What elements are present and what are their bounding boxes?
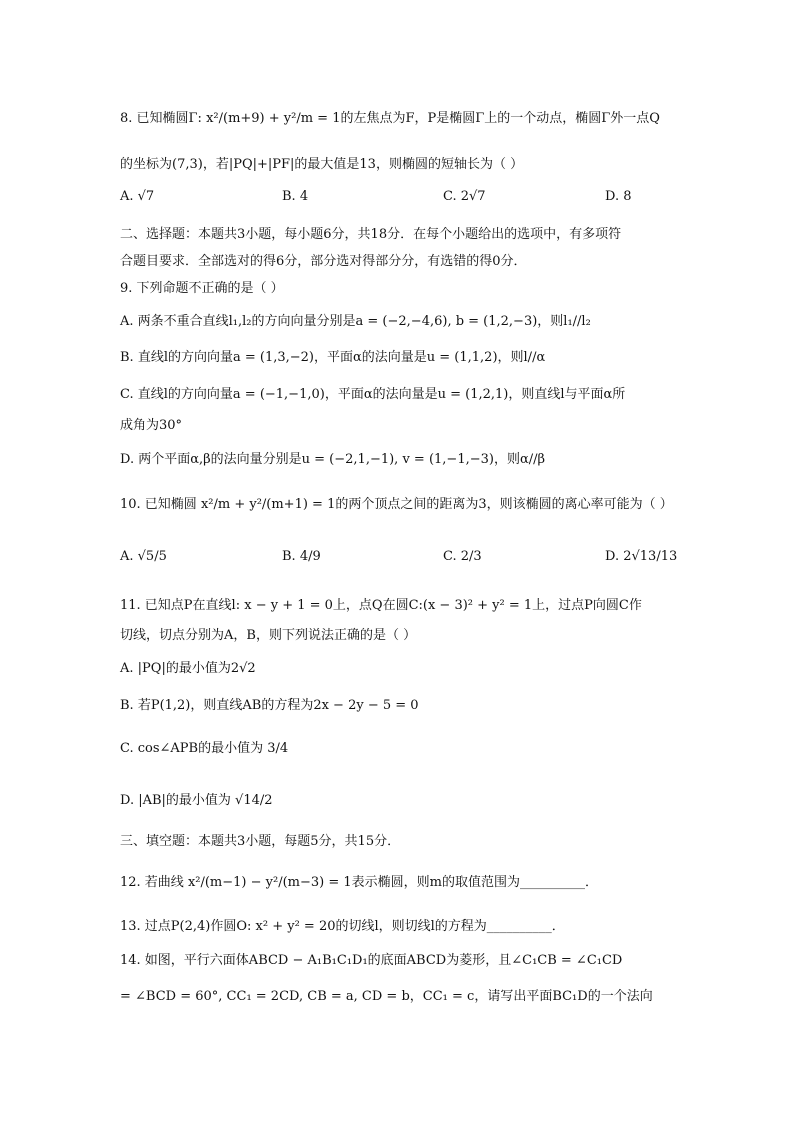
- q11-line2: 切线，切点分别为A，B，则下列说法正确的是（ ）: [120, 628, 417, 643]
- section3-heading: 三、填空题：本题共3小题，每题5分，共15分．: [120, 834, 401, 849]
- q8-line2: 的坐标为(7,3)，若|PQ|+|PF|的最大值是13，则椭圆的短轴长为（ ）: [120, 157, 524, 172]
- q8-line1: 8. 已知椭圆Γ: x²/(m+9) + y²/m = 1的左焦点为F，P是椭圆Γ上的一个动点，椭圆Γ外一点Q: [120, 111, 660, 126]
- q11-option-d: D. |AB|的最小值为 √14/2: [120, 793, 273, 808]
- q8-option-d: D. 8: [605, 189, 632, 204]
- q11-option-b: B. 若P(1,2)，则直线AB的方程为2x − 2y − 5 = 0: [120, 698, 419, 713]
- section2-heading-line2: 合题目要求．全部选对的得6分，部分选对得部分分，有选错的得0分．: [120, 254, 527, 269]
- q10-option-a: A. √5/5: [120, 549, 167, 564]
- q10-stem: 10. 已知椭圆 x²/m + y²/(m+1) = 1的两个顶点之间的距离为3，则该椭圆的离心率可能为（ ）: [120, 497, 673, 512]
- q13: 13. 过点P(2,4)作圆O: x² + y² = 20的切线l，则切线l的方程为__________．: [120, 919, 565, 934]
- q8-option-c: C. 2√7: [443, 189, 486, 204]
- q10-option-b: B. 4/9: [282, 549, 321, 564]
- q11-line1: 11. 已知点P在直线l: x − y + 1 = 0上，点Q在圆C:(x − 3)² + y² = 1上，过点P向圆C作: [120, 598, 642, 613]
- q9-stem: 9. 下列命题不正确的是（ ）: [120, 281, 284, 296]
- q11-option-a: A. |PQ|的最小值为2√2: [120, 661, 256, 676]
- q8-option-b: B. 4: [282, 189, 309, 204]
- q8-option-a: A. √7: [120, 189, 155, 204]
- q9-option-b: B. 直线l的方向向量a = (1,3,−2)，平面α的法向量是u = (1,1,2)，则l//α: [120, 350, 546, 365]
- q9-option-a: A. 两条不重合直线l₁,l₂的方向向量分别是a = (−2,−4,6), b = (1,2,−3)，则l₁//l₂: [120, 314, 591, 329]
- q10-option-c: C. 2/3: [443, 549, 482, 564]
- q12: 12. 若曲线 x²/(m−1) − y²/(m−3) = 1表示椭圆，则m的取值范围为__________．: [120, 875, 598, 890]
- section2-heading-line1: 二、选择题：本题共3小题，每小题6分，共18分．在每个小题给出的选项中，有多项符: [120, 227, 622, 242]
- q9-option-c-line1: C. 直线l的方向向量a = (−1,−1,0)，平面α的法向量是u = (1,2,1)，则直线l与平面α所: [120, 387, 626, 402]
- q11-option-c: C. cos∠APB的最小值为 3/4: [120, 741, 289, 756]
- q9-option-d: D. 两个平面α,β的法向量分别是u = (−2,1,−1), v = (1,−1,−3)，则α//β: [120, 452, 546, 467]
- q10-option-d: D. 2√13/13: [605, 549, 678, 564]
- q14-line1: 14. 如图，平行六面体ABCD − A₁B₁C₁D₁的底面ABCD为菱形，且∠C₁CB = ∠C₁CD: [120, 953, 623, 968]
- q9-option-c-line2: 成角为30°: [120, 418, 183, 433]
- q14-line2: = ∠BCD = 60°, CC₁ = 2CD, CB = a, CD = b，CC₁ = c，请写出平面BC₁D的一个法向: [120, 989, 653, 1004]
